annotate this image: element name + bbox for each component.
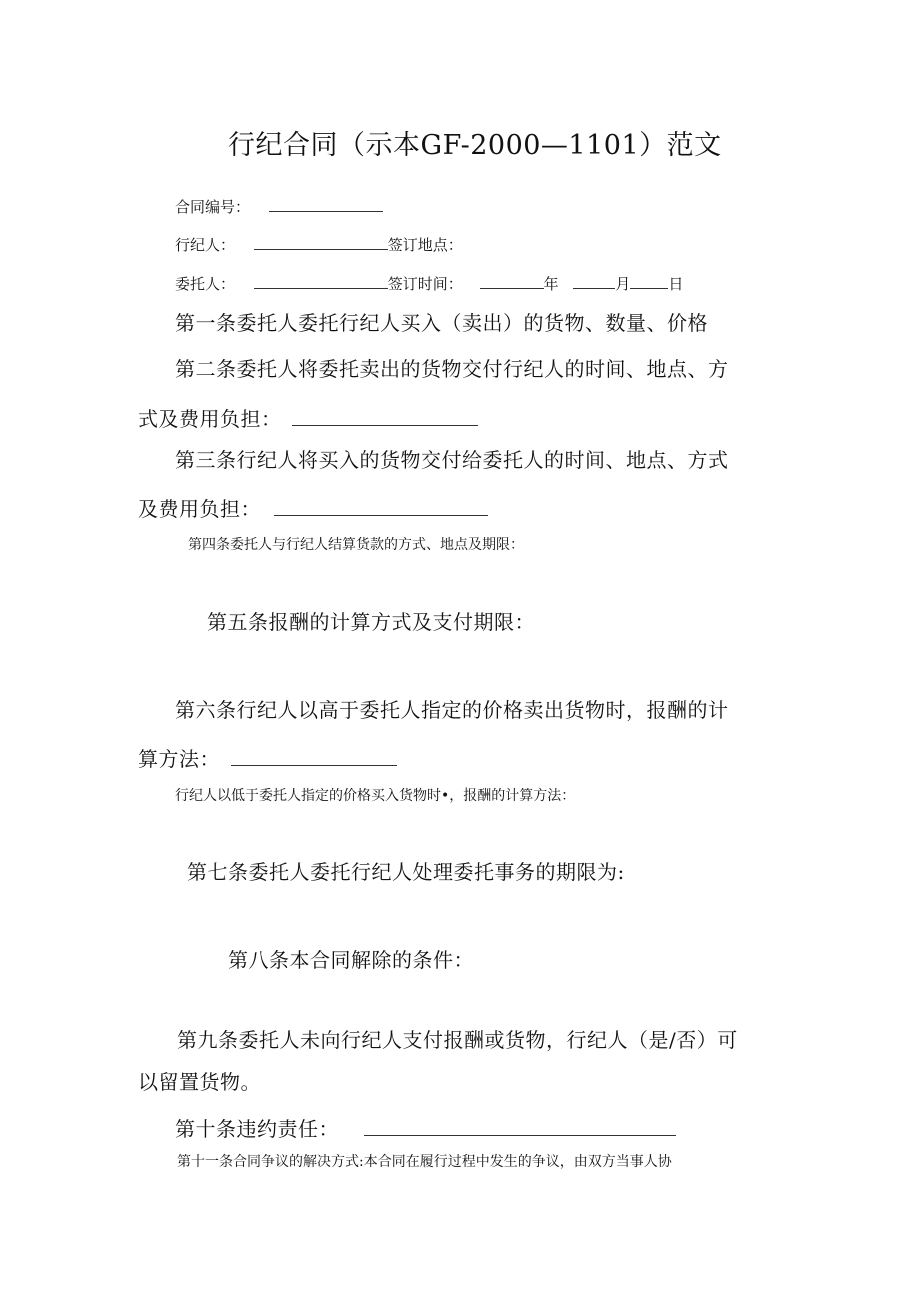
principal-label: 委托人： bbox=[175, 275, 236, 293]
clause-1: 第一条委托人委托行纪人买入（卖出）的货物、数量、价格 bbox=[175, 311, 708, 335]
clause-3-blank bbox=[274, 495, 488, 516]
month-blank bbox=[573, 273, 615, 289]
clause-10-text: 第十条违约责任： bbox=[175, 1117, 339, 1141]
principal-row bbox=[175, 273, 683, 292]
year-blank bbox=[480, 273, 544, 289]
clause-6-line-1: 第六条行纪人以高于委托人指定的价格卖出货物时，报酬的计 bbox=[175, 698, 729, 722]
clause-5: 第五条报酬的计算方式及支付期限： bbox=[207, 610, 535, 634]
clause-9-line-1: 第九条委托人未向行纪人支付报酬或货物，行纪人（是/否）可 bbox=[177, 1028, 738, 1052]
clause-6-text: 算方法： bbox=[138, 747, 220, 771]
clause-6-blank bbox=[231, 745, 397, 766]
clause-3-text: 及费用负担： bbox=[138, 497, 261, 521]
day-label: 日 bbox=[668, 275, 684, 293]
clause-3-line-2 bbox=[138, 495, 488, 519]
clause-9-line-2: 以留置货物。 bbox=[138, 1070, 261, 1094]
clause-2-line-2 bbox=[138, 405, 478, 429]
sign-time-label: 签订时间： bbox=[387, 275, 463, 293]
sign-place-label: 签订地点： bbox=[387, 236, 463, 254]
agent-row bbox=[175, 234, 463, 253]
year-label: 年 bbox=[543, 275, 559, 293]
agent-blank bbox=[254, 234, 388, 250]
clause-2-line-1: 第二条委托人将委托卖出的货物交付行纪人的时间、地点、方 bbox=[175, 357, 729, 381]
contract-number-label: 合同编号： bbox=[175, 198, 251, 216]
clause-6-line-2 bbox=[138, 745, 397, 769]
clause-7: 第七条委托人委托行纪人处理委托事务的期限为: bbox=[187, 860, 625, 884]
clause-4: 第四条委托人与行纪人结算货款的方式、地点及期限： bbox=[188, 537, 524, 553]
clause-2-text: 式及费用负担： bbox=[138, 407, 282, 431]
clause-11: 第十一条合同争议的解决方式:本合同在履行过程中发生的争议，由双方当事人协 bbox=[177, 1154, 672, 1170]
agent-label: 行纪人： bbox=[175, 236, 236, 254]
document-title: 行纪合同（示本GF-2000—1101）范文 bbox=[228, 130, 722, 161]
clause-6-sub: 行纪人以低于委托人指定的价格买入货物时•，报酬的计算方法： bbox=[175, 788, 576, 804]
contract-number-blank bbox=[269, 196, 383, 212]
contract-number-row bbox=[175, 196, 383, 215]
principal-blank bbox=[254, 273, 388, 289]
day-blank bbox=[630, 273, 668, 289]
clause-10 bbox=[175, 1115, 676, 1139]
clause-2-blank bbox=[292, 405, 478, 426]
clause-3-line-1: 第三条行纪人将买入的货物交付给委托人的时间、地点、方式 bbox=[175, 448, 729, 472]
clause-8: 第八条本合同解除的条件： bbox=[228, 948, 474, 972]
month-label: 月 bbox=[615, 275, 631, 293]
clause-10-blank bbox=[364, 1115, 676, 1136]
